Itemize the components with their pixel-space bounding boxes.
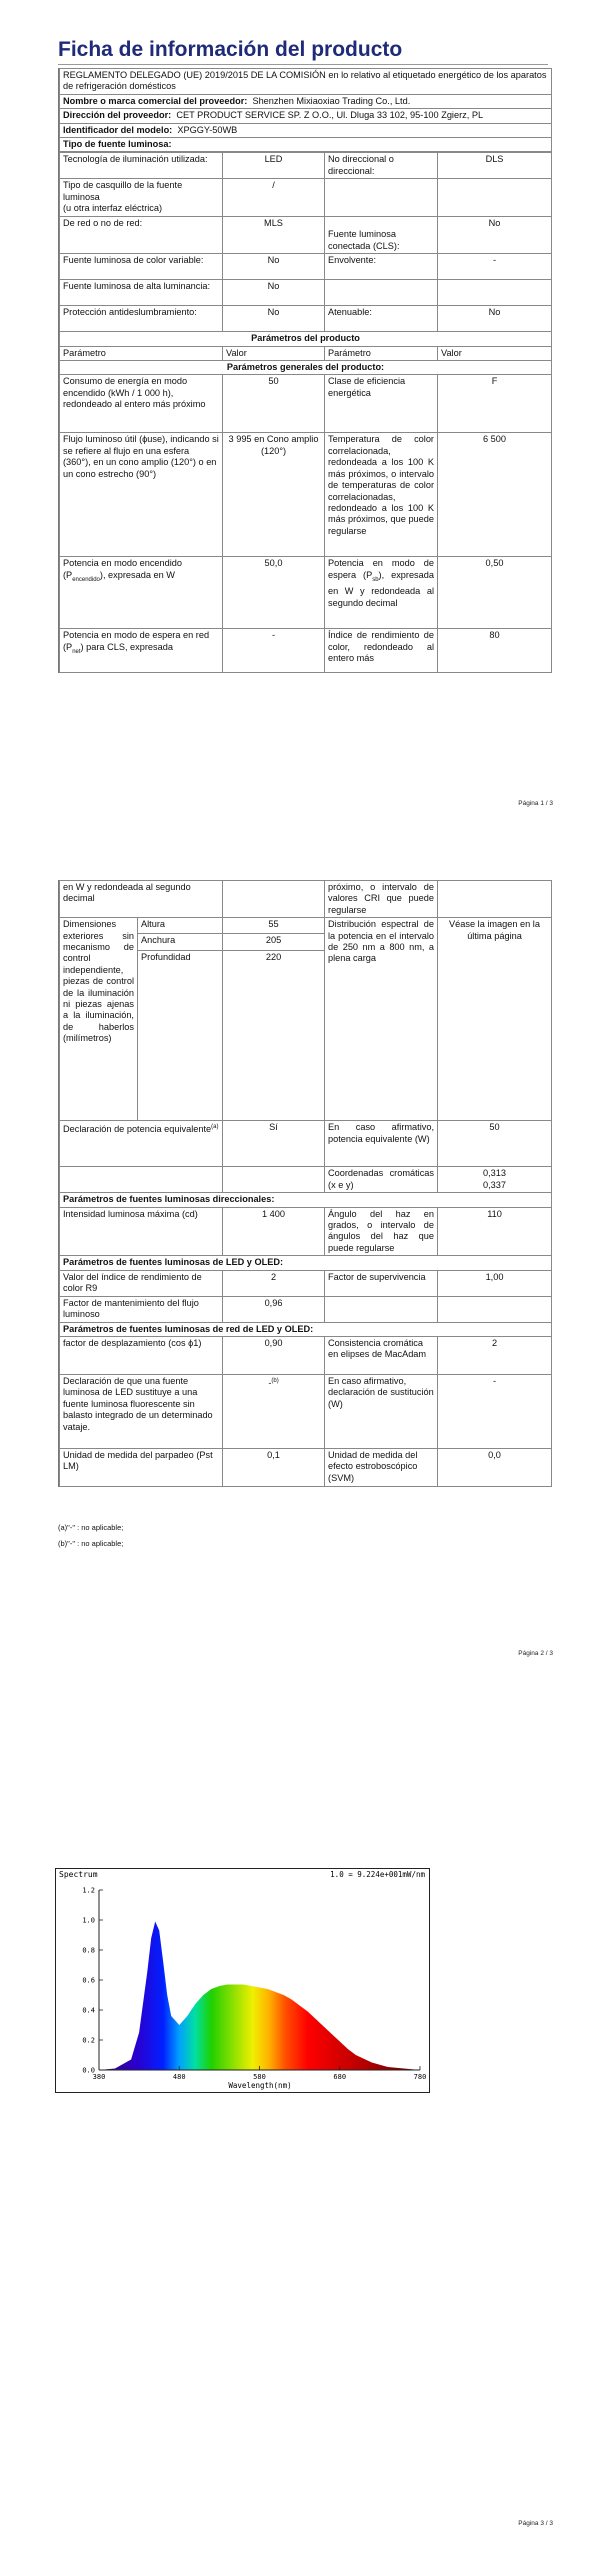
table-row	[60, 1121, 552, 1167]
footnote-a: (a)"-" : no aplicable;	[58, 1523, 124, 1532]
table-cell	[438, 280, 552, 306]
table-cell: No	[438, 217, 552, 254]
dimensions-label: Dimensiones exteriores sin mecanismo de control independiente, piezas de control de la iluminación ni piezas ajenas a la iluminación, de haberlos (milímetros)	[60, 918, 138, 1121]
supplier-address	[60, 109, 552, 123]
table-cell: Índice de rendimiento de color, redondeado al entero más	[325, 629, 438, 673]
table-row	[60, 217, 552, 254]
table-cell: Consumo de energía en modo encendido (kWh / 1 000 h), redondeado al entero más próximo	[60, 375, 223, 433]
table-cell: F	[438, 375, 552, 433]
dimension-value: 205	[223, 934, 325, 950]
chart-annotation: 1.0 = 9.224e+001mW/nm	[330, 1870, 425, 1879]
table-cell: 0,96	[223, 1296, 325, 1322]
table-cell: Tipo de casquillo de la fuente luminosa (u otra interfaz eléctrica)	[60, 179, 223, 217]
table-cell: Unidad de medida del efecto estroboscópico (SVM)	[325, 1449, 438, 1487]
mains-led-params-heading: Parámetros de fuentes luminosas de red de LED y OLED:	[60, 1322, 552, 1336]
y-tick-label: 0.0	[82, 2066, 95, 2075]
y-tick-label: 0.6	[82, 1976, 95, 1985]
table-cell: De red o no de red:	[60, 217, 223, 254]
table-cell	[438, 179, 552, 217]
chart-title: Spectrum	[59, 1870, 98, 1879]
table-cell: No	[438, 306, 552, 332]
x-tick-label: 680	[333, 2073, 347, 2081]
spd-value: Véase la imagen en la última página	[438, 918, 552, 1121]
table-cell: Tecnología de iluminación utilizada:	[60, 153, 223, 179]
table-cell	[223, 881, 325, 918]
directional-params-heading: Parámetros de fuentes luminosas direccionales:	[60, 1193, 552, 1207]
column-header-parameter: Parámetro	[60, 346, 223, 360]
page-3	[0, 1700, 603, 2560]
table-cell: 50	[223, 375, 325, 433]
x-tick-label: 380	[92, 2073, 106, 2081]
table-cell: En caso afirmativo, potencia equivalente (W)	[325, 1121, 438, 1167]
table-cell: Potencia en modo de espera en red $(P_{net})$ para CLS, expresada	[60, 629, 223, 673]
table-row	[60, 1270, 552, 1296]
table-row	[60, 179, 552, 217]
page-2	[0, 850, 603, 1700]
light-source-type-heading: Tipo de fuente luminosa:	[60, 138, 552, 152]
header-table	[58, 68, 552, 673]
table-row	[60, 629, 552, 673]
table-cell: No direccional o direccional:	[325, 153, 438, 179]
page-1	[0, 0, 603, 850]
document-title: Ficha de información del producto	[58, 38, 548, 65]
table-cell: Envolvente:	[325, 254, 438, 280]
dimension-name: Anchura	[138, 934, 223, 950]
table-cell: 50,0	[223, 557, 325, 629]
table-row	[60, 1337, 552, 1375]
table-row	[60, 280, 552, 306]
table-cell: 2	[438, 1337, 552, 1375]
supplier-address-label: Dirección del proveedor:	[63, 110, 172, 121]
column-header-value: Valor	[438, 346, 552, 360]
table-row	[60, 1296, 552, 1322]
spd-label: Distribución espectral de la potencia en el intervalo de 250 nm a 800 nm, a plena carga	[325, 918, 438, 1121]
table-header-row	[60, 346, 552, 360]
table-cell: Coordenadas cromáticas (x e y)	[325, 1167, 438, 1193]
table-cell: en W y redondeada al segundo decimal	[60, 881, 223, 918]
table-cell	[438, 881, 552, 918]
subscript-sb: sb	[372, 576, 379, 583]
table-cell: LED	[223, 153, 325, 179]
dimension-value: 55	[223, 918, 325, 934]
table-cell	[325, 1296, 438, 1322]
table-cell: No	[223, 254, 325, 280]
table-row	[60, 1375, 552, 1449]
supplier-address-value: CET PRODUCT SERVICE SP. Z O.O., Ul. Dluga 33 102, 95-100 Zgierz, PL	[176, 110, 484, 121]
table-cell	[60, 1121, 223, 1167]
table-cell: 0,90	[223, 1337, 325, 1375]
subscript-encendido: encendido	[72, 576, 100, 583]
table-cell: Potencia en modo encendido $(P_{encendido})$, expresada en W	[60, 557, 223, 629]
table-cell: Protección antideslumbramiento:	[60, 306, 223, 332]
table-row	[60, 1449, 552, 1487]
table-cell: No	[223, 280, 325, 306]
table-cell	[438, 1296, 552, 1322]
table-cell: Fuente luminosa de alta luminancia:	[60, 280, 223, 306]
footnote-b: (b)"-" : no aplicable;	[58, 1539, 124, 1548]
table-row	[60, 306, 552, 332]
fluor-footnote-marker: (b)	[271, 1378, 279, 1385]
supplier-name	[60, 94, 552, 108]
dimension-name: Altura	[138, 918, 223, 934]
table-cell	[223, 1375, 325, 1449]
table-cell: MLS	[223, 217, 325, 254]
page-number: Página 1 / 3	[518, 800, 553, 807]
equiv-label: Declaración de potencia equivalente	[63, 1124, 212, 1135]
column-header-parameter: Parámetro	[325, 346, 438, 360]
table-cell: 1,00	[438, 1270, 552, 1296]
table-cell: Fuente luminosa conectada (CLS):	[325, 217, 438, 254]
table-cell: Ángulo del haz en grados, o intervalo de ángulos del haz que puede regularse	[325, 1207, 438, 1256]
table-cell: 0,50	[438, 557, 552, 629]
table-cell: Unidad de medida del parpadeo (Pst LM)	[60, 1449, 223, 1487]
y-tick-label: 0.4	[82, 2006, 95, 2015]
led-params-heading: Parámetros de fuentes luminosas de LED y OLED:	[60, 1256, 552, 1270]
table-cell: 80	[438, 629, 552, 673]
table-cell: 0,1	[223, 1449, 325, 1487]
params-table-continued	[58, 880, 552, 1487]
table-cell: No	[223, 306, 325, 332]
table-cell: Consistencia cromática en elipses de MacAdam	[325, 1337, 438, 1375]
model-identifier	[60, 123, 552, 137]
table-row	[60, 918, 552, 934]
table-row	[60, 557, 552, 629]
table-cell: 3 995 en Cono amplio (120°)	[223, 433, 325, 557]
dimension-name: Profundidad	[138, 950, 223, 1121]
y-tick-label: 0.8	[82, 1946, 95, 1955]
table-cell: Clase de eficiencia energética	[325, 375, 438, 433]
page-number: Página 2 / 3	[518, 1650, 553, 1657]
fluor-value: -	[268, 1378, 272, 1389]
table-cell: Flujo luminoso útil (ϕuse), indicando si se refiere al flujo en una esfera (360°), en un cono amplio (120°) o en un cono estrecho (90°)	[60, 433, 223, 557]
subscript-net: net	[72, 648, 81, 655]
equiv-footnote-marker: (a)	[211, 1124, 219, 1131]
table-cell: -	[438, 254, 552, 280]
table-row	[60, 375, 552, 433]
table-cell: Atenuable:	[325, 306, 438, 332]
model-label: Identificador del modelo:	[63, 124, 173, 135]
table-cell: próximo, o intervalo de valores CRI que puede regularse	[325, 881, 438, 918]
table-row	[60, 1167, 552, 1193]
model-value: XPGGY-50WB	[177, 124, 238, 135]
table-cell	[60, 1167, 223, 1193]
column-header-value: Valor	[223, 346, 325, 360]
table-cell	[223, 1167, 325, 1193]
y-tick-label: 0.2	[82, 2036, 95, 2045]
dimension-value: 220	[223, 950, 325, 1121]
x-tick-label: 580	[253, 2073, 266, 2081]
table-cell	[325, 179, 438, 217]
table-cell: En caso afirmativo, declaración de sustitución (W)	[325, 1375, 438, 1449]
table-cell: /	[223, 179, 325, 217]
y-tick-label: 1.2	[82, 1886, 95, 1895]
table-cell: Intensidad luminosa máxima (cd)	[60, 1207, 223, 1256]
product-params-heading: Parámetros del producto	[60, 332, 552, 346]
y-tick-label: 1.0	[82, 1916, 95, 1925]
table-cell: DLS	[438, 153, 552, 179]
table-cell: Declaración de que una fuente luminosa de LED sustituye a una fuente luminosa fluorescente sin balasto integrado de un determinado vataje.	[60, 1375, 223, 1449]
table-cell: 0,0	[438, 1449, 552, 1487]
table-cell	[325, 280, 438, 306]
table-cell: factor de desplazamiento (cos ϕ1)	[60, 1337, 223, 1375]
table-cell: Valor del índice de rendimiento de color R9	[60, 1270, 223, 1296]
table-row	[60, 1207, 552, 1256]
table-cell: 110	[438, 1207, 552, 1256]
table-cell: 2	[223, 1270, 325, 1296]
table-cell: Fuente luminosa de color variable:	[60, 254, 223, 280]
light-source-table	[59, 152, 552, 673]
spectrum-chart	[55, 1868, 430, 2093]
table-cell: Potencia en modo de espera $(P_{sb})$, expresada en W y redondeada al segundo decimal	[325, 557, 438, 629]
table-cell: 6 500	[438, 433, 552, 557]
x-tick-label: 780	[413, 2073, 427, 2081]
x-tick-label: 480	[172, 2073, 186, 2081]
table-row	[60, 254, 552, 280]
table-row	[60, 433, 552, 557]
table-cell: -	[438, 1375, 552, 1449]
table-cell: 0,313 0,337	[438, 1167, 552, 1193]
table-row	[60, 881, 552, 918]
supplier-name-label: Nombre o marca comercial del proveedor:	[63, 95, 248, 106]
table-cell: Factor de mantenimiento del flujo luminoso	[60, 1296, 223, 1322]
x-axis-label: Wavelength(nm)	[228, 2081, 292, 2090]
table-cell: Sí	[223, 1121, 325, 1167]
table-cell: 1 400	[223, 1207, 325, 1256]
page-number: Página 3 / 3	[518, 2520, 553, 2527]
table-cell: -	[223, 629, 325, 673]
table-cell: 50	[438, 1121, 552, 1167]
supplier-name-value: Shenzhen Mixiaoxiao Trading Co., Ltd.	[252, 95, 411, 106]
table-cell: Factor de supervivencia	[325, 1270, 438, 1296]
regulation-text: REGLAMENTO DELEGADO (UE) 2019/2015 DE LA COMISIÓN en lo relativo al etiquetado energético de los aparatos de refrigeración domésticos	[60, 69, 552, 95]
general-params-heading: Parámetros generales del producto:	[60, 361, 552, 375]
table-row	[60, 153, 552, 179]
table-cell: Temperatura de color correlacionada, redondeada a los 100 K más próximos, o intervalo de temperaturas de color correlacionadas, redondeado a los 100 K más próximos, que puede regularse	[325, 433, 438, 557]
